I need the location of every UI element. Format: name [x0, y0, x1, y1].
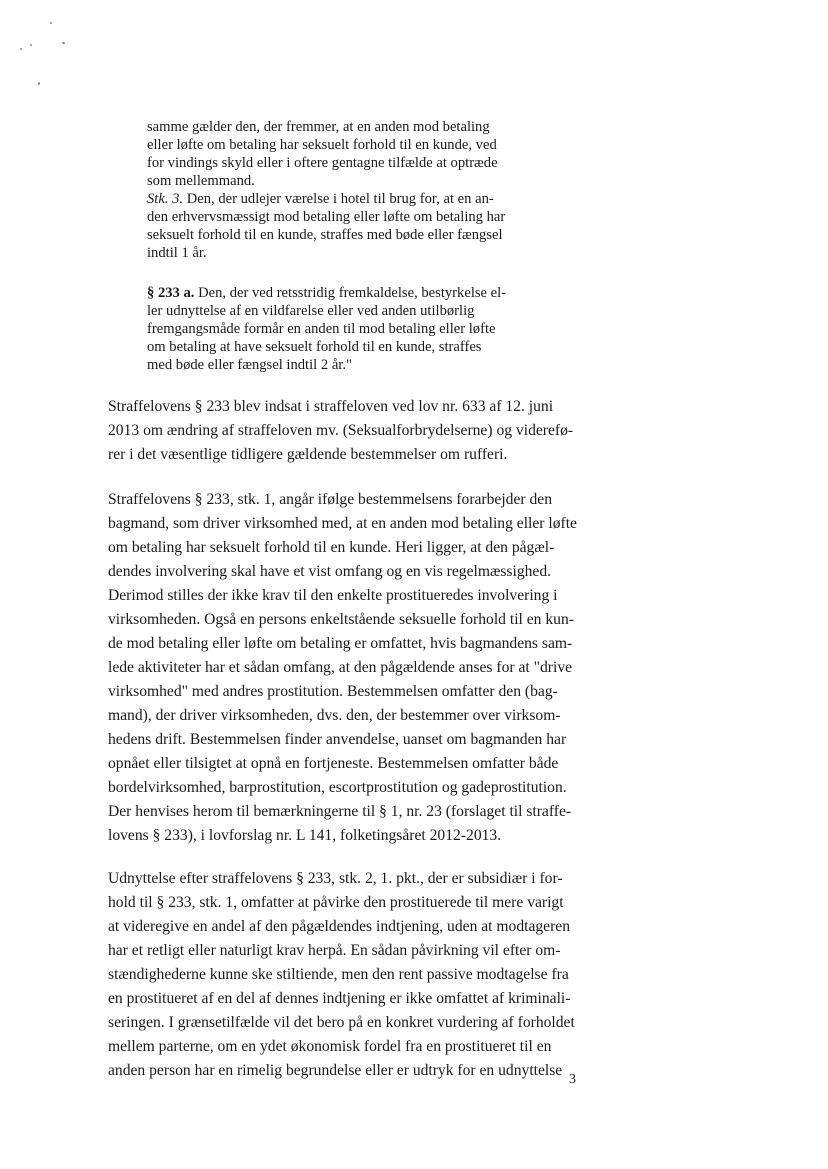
body-line: dendes involvering skal have et vist omfang og en vis regelmæssighed.: [108, 563, 552, 580]
p233a-first-line: [147, 285, 506, 302]
body-line: mellem parterne, om en ydet økonomisk fordel fra en prostitueret til en: [108, 1038, 552, 1055]
body-line: de mod betaling eller løfte om betaling er omfattet, hvis bagmandens sam-: [108, 635, 573, 652]
stk3-label: Stk. 3.: [147, 191, 184, 207]
quote-line: eller løfte om betaling har seksuelt forhold til en kunde, ved: [147, 137, 497, 153]
scan-speck: [20, 48, 22, 50]
body-line: lovens § 233), i lovforslag nr. L 141, folketingsåret 2012-2013.: [108, 827, 502, 844]
scan-speck: [62, 42, 65, 44]
body-line: at videregive en andel af den pågældendes indtjening, uden at modtageren: [108, 918, 571, 935]
body-line: rer i det væsentlige tidligere gældende bestemmelser om rufferi.: [108, 446, 508, 463]
body-line: seringen. I grænsetilfælde vil det bero på en konkret vurdering af forholdet: [108, 1014, 575, 1031]
scan-speck: [30, 44, 32, 46]
body-line: hedens drift. Bestemmelsen finder anvendelse, uanset om bagmanden har: [108, 731, 567, 748]
body-line: opnået eller tilsigtet at opnå en fortjeneste. Bestemmelsen omfatter både: [108, 755, 559, 772]
body-line: anden person har en rimelig begrundelse eller er udtryk for en udnyttelse: [108, 1062, 563, 1079]
body-line: Straffelovens § 233 blev indsat i straffeloven ved lov nr. 633 af 12. juni: [108, 398, 554, 415]
p233a-label: § 233 a.: [147, 285, 195, 301]
body-line: har et retligt eller naturligt krav herpå. En sådan påvirkning vil efter om-: [108, 942, 561, 959]
stk3-first-line: [147, 191, 494, 208]
body-line: Der henvises herom til bemærkningerne til § 1, nr. 23 (forslaget til straffe-: [108, 803, 572, 820]
body-line: mand), der driver virksomheden, dvs. den, der bestemmer over virksom-: [108, 707, 561, 724]
quote-line: samme gælder den, der fremmer, at en anden mod betaling: [147, 119, 490, 135]
stk3-text: Den, der udlejer værelse i hotel til brug for, at en an-: [183, 191, 494, 207]
body-line: en prostitueret af en del af dennes indtjening er ikke omfattet af kriminali-: [108, 990, 571, 1007]
quote-line: ler udnyttelse af en vildfarelse eller ved anden utilbørlig: [147, 303, 475, 319]
body-line: Udnyttelse efter straffelovens § 233, stk. 2, 1. pkt., der er subsidiær i for-: [108, 870, 563, 887]
body-line: virksomhed" med andres prostitution. Bestemmelsen omfatter den (bag-: [108, 683, 558, 700]
quote-line: indtil 1 år.: [147, 245, 207, 261]
body-line: stændighederne kunne ske stiltiende, men den rent passive modtagelse fra: [108, 966, 569, 983]
body-line: 2013 om ændring af straffeloven mv. (Seksualforbrydelserne) og viderefø-: [108, 422, 574, 439]
body-line: Derimod stilles der ikke krav til den enkelte prostitueredes involvering i: [108, 587, 558, 604]
quote-line: den erhvervsmæssigt mod betaling eller løfte om betaling har: [147, 209, 506, 225]
body-line: bagmand, som driver virksomhed med, at en anden mod betaling eller løfte: [108, 515, 577, 532]
body-line: om betaling har seksuelt forhold til en kunde. Heri ligger, at den pågæl-: [108, 539, 555, 556]
quote-line: for vindings skyld eller i oftere gentagne tilfælde at optræde: [147, 155, 498, 171]
body-line: lede aktiviteter har et sådan omfang, at den pågældende anses for at "drive: [108, 659, 573, 676]
quote-line: fremgangsmåde formår en anden til mod betaling eller løfte: [147, 321, 496, 337]
body-line: bordelvirksomhed, barprostitution, escortprostitution og gadeprostitution.: [108, 779, 567, 796]
page-number: 3: [569, 1072, 576, 1087]
body-line: hold til § 233, stk. 1, omfatter at påvirke den prostituerede til mere varigt: [108, 894, 564, 911]
p233a-text: Den, der ved retsstridig fremkaldelse, bestyrkelse el-: [194, 285, 507, 301]
scan-speck: [50, 22, 52, 24]
quote-line: om betaling at have seksuelt forhold til en kunde, straffes: [147, 339, 482, 355]
body-line: virksomheden. Også en persons enkeltstående seksuelle forhold til en kun-: [108, 611, 574, 628]
quote-line: med bøde eller fængsel indtil 2 år.": [147, 357, 352, 373]
scan-speck: [38, 82, 40, 85]
quote-line: som mellemmand.: [147, 173, 255, 189]
body-line: Straffelovens § 233, stk. 1, angår ifølge bestemmelsens forarbejder den: [108, 491, 553, 508]
quote-line: seksuelt forhold til en kunde, straffes med bøde eller fængsel: [147, 227, 503, 243]
